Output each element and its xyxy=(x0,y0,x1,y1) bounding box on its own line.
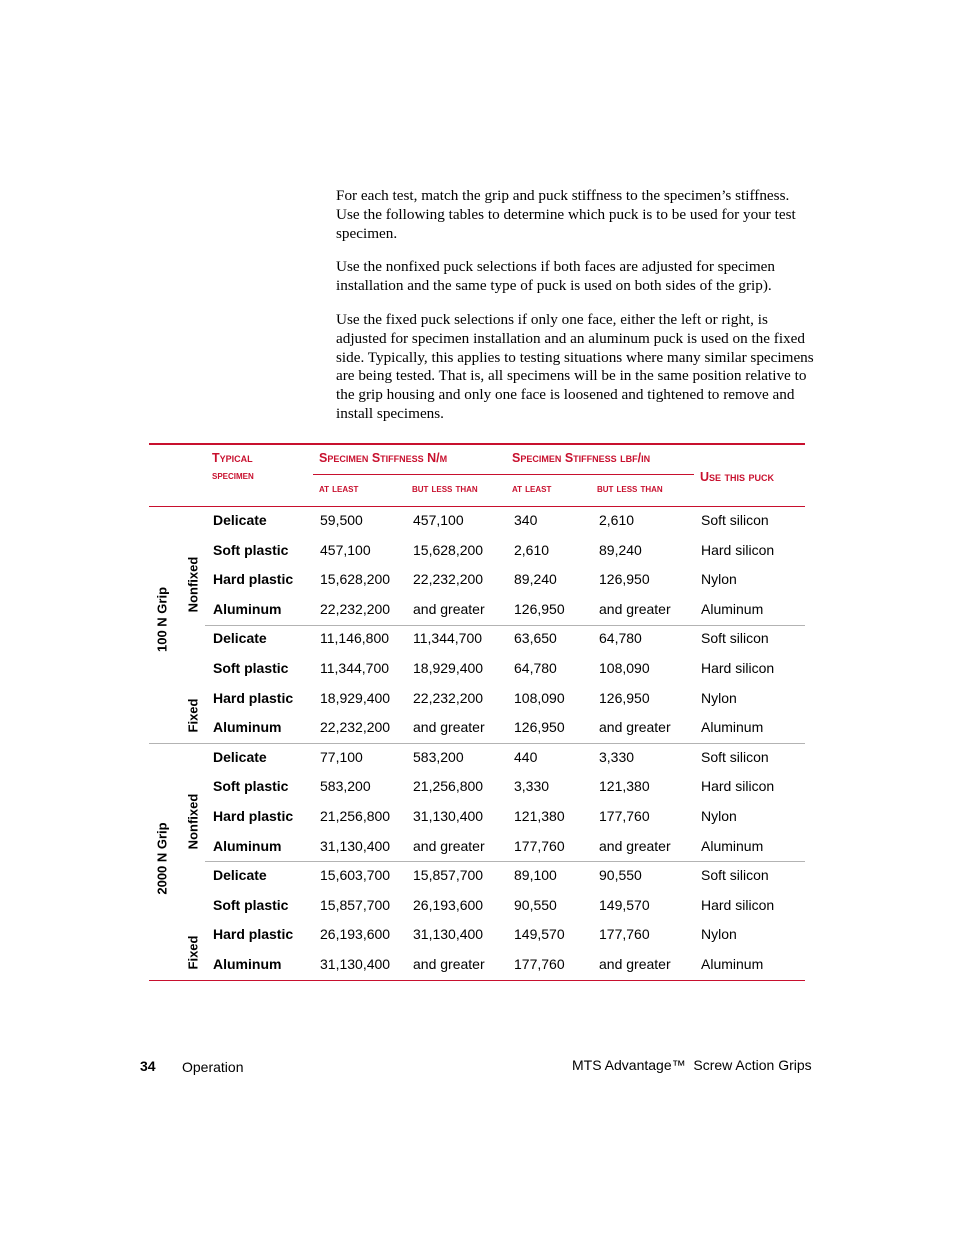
puck-cell: Aluminum xyxy=(701,837,764,854)
nm-at-least-cell: 11,146,800 xyxy=(320,630,390,647)
footer-title: MTS Advantage™ Screw Action Grips xyxy=(572,1057,812,1073)
lbf-less-than-cell: and greater xyxy=(599,600,671,617)
lbf-at-least-cell: 64,780 xyxy=(514,660,557,676)
puck-cell: Hard silicon xyxy=(701,660,775,676)
lbf-less-than-cell: and greater xyxy=(599,837,671,854)
header-at-least-lbf: at least xyxy=(512,483,552,495)
specimen-cell: Delicate xyxy=(213,512,267,528)
section-separator xyxy=(205,625,805,626)
lbf-less-than-cell: 126,950 xyxy=(599,689,650,706)
header-at-least-nm: at least xyxy=(319,483,359,495)
lbf-at-least-cell: 89,240 xyxy=(514,571,557,588)
specimen-cell: Soft plastic xyxy=(213,896,289,913)
lbf-at-least-cell: 440 xyxy=(514,748,538,765)
puck-cell: Nylon xyxy=(701,571,737,588)
header-less-than-nm: but less than xyxy=(412,483,478,495)
puck-cell: Hard silicon xyxy=(701,778,775,795)
section-label-nonfixed: Nonfixed xyxy=(185,556,201,613)
grip-label-100n: 100 N Grip xyxy=(154,586,170,653)
nm-at-least-cell: 21,256,800 xyxy=(320,808,391,824)
lbf-less-than-cell: 108,090 xyxy=(599,660,650,676)
puck-cell: Nylon xyxy=(701,808,737,824)
header-specimen: specimen xyxy=(212,470,254,482)
lbf-less-than-cell: and greater xyxy=(599,956,671,972)
lbf-less-than-cell: 149,570 xyxy=(599,896,650,913)
nm-less-than-cell: 31,130,400 xyxy=(413,926,484,943)
lbf-less-than-cell: and greater xyxy=(599,719,671,736)
specimen-cell: Soft plastic xyxy=(213,778,289,795)
nm-at-least-cell: 11,344,700 xyxy=(320,660,390,676)
header-use-puck: Use this puck xyxy=(700,470,774,484)
lbf-less-than-cell: 2,610 xyxy=(599,512,635,528)
puck-cell: Soft silicon xyxy=(701,867,769,884)
lbf-less-than-cell: 89,240 xyxy=(599,541,642,558)
specimen-cell: Delicate xyxy=(213,630,267,647)
body-text xyxy=(336,187,814,439)
nm-at-least-cell: 15,628,200 xyxy=(320,571,391,588)
header-bottom-rule xyxy=(149,506,805,507)
lbf-at-least-cell: 90,550 xyxy=(514,896,557,913)
puck-cell: Aluminum xyxy=(701,956,764,972)
nm-less-than-cell: 15,628,200 xyxy=(413,541,484,558)
lbf-at-least-cell: 108,090 xyxy=(514,689,565,706)
nm-at-least-cell: 15,857,700 xyxy=(320,896,391,913)
header-sub-rule xyxy=(313,474,694,475)
nm-less-than-cell: 15,857,700 xyxy=(413,867,484,884)
nm-less-than-cell: 31,130,400 xyxy=(413,808,484,824)
lbf-at-least-cell: 121,380 xyxy=(514,808,565,824)
nm-at-least-cell: 59,500 xyxy=(320,512,363,528)
lbf-at-least-cell: 3,330 xyxy=(514,778,550,795)
specimen-cell: Delicate xyxy=(213,867,267,884)
lbf-less-than-cell: 121,380 xyxy=(599,778,650,795)
specimen-cell: Hard plastic xyxy=(213,571,294,588)
lbf-at-least-cell: 340 xyxy=(514,512,538,528)
nm-at-least-cell: 15,603,700 xyxy=(320,867,391,884)
lbf-less-than-cell: 64,780 xyxy=(599,630,642,647)
lbf-less-than-cell: 126,950 xyxy=(599,571,650,588)
table-top-rule xyxy=(149,443,805,445)
lbf-at-least-cell: 126,950 xyxy=(514,600,565,617)
footer-section: Operation xyxy=(182,1059,244,1075)
nm-at-least-cell: 22,232,200 xyxy=(320,600,391,617)
specimen-cell: Hard plastic xyxy=(213,926,294,943)
lbf-at-least-cell: 2,610 xyxy=(514,541,550,558)
lbf-less-than-cell: 3,330 xyxy=(599,748,635,765)
puck-cell: Aluminum xyxy=(701,719,764,736)
lbf-at-least-cell: 89,100 xyxy=(514,867,557,884)
puck-cell: Aluminum xyxy=(701,600,764,617)
lbf-less-than-cell: 177,760 xyxy=(599,926,650,943)
specimen-cell: Delicate xyxy=(213,748,267,765)
section-label-fixed: Fixed xyxy=(185,698,201,733)
paragraph-2: Use the nonfixed puck selections if both faces are adjusted for specimen installation and the same type of puck is used on both sides of the grip). xyxy=(336,258,776,295)
nm-less-than-cell: 22,232,200 xyxy=(413,571,484,588)
paragraph-3: Use the fixed puck selections if only one face, either the left or right, is adjusted for specimen installation and an aluminum puck is used on the fixed side. Typically, this applies to testing situations where many similar specimens are being tested. That is, all specimens will be in the same position relative to the grip housing and only one face is loosened and tightened to remove and install specimens. xyxy=(336,310,814,422)
section-label-nonfixed: Nonfixed xyxy=(185,793,201,850)
puck-cell: Soft silicon xyxy=(701,748,769,765)
specimen-cell: Hard plastic xyxy=(213,689,294,706)
nm-less-than-cell: 18,929,400 xyxy=(413,660,484,676)
specimen-cell: Soft plastic xyxy=(213,660,289,676)
nm-less-than-cell: and greater xyxy=(413,600,485,617)
nm-at-least-cell: 583,200 xyxy=(320,778,371,795)
group-separator xyxy=(149,743,805,744)
lbf-at-least-cell: 149,570 xyxy=(514,926,565,943)
puck-cell: Soft silicon xyxy=(701,630,769,647)
lbf-at-least-cell: 63,650 xyxy=(514,630,557,647)
specimen-cell: Aluminum xyxy=(213,719,282,736)
puck-cell: Hard silicon xyxy=(701,896,775,913)
lbf-at-least-cell: 126,950 xyxy=(514,719,565,736)
header-stiffness-lbf: Specimen Stiffness lbf/in xyxy=(512,451,651,465)
nm-at-least-cell: 18,929,400 xyxy=(320,689,391,706)
puck-cell: Soft silicon xyxy=(701,512,769,528)
lbf-at-least-cell: 177,760 xyxy=(514,837,565,854)
puck-cell: Hard silicon xyxy=(701,541,775,558)
nm-at-least-cell: 77,100 xyxy=(320,748,363,765)
grip-label-2000n: 2000 N Grip xyxy=(154,822,170,895)
table-bottom-rule xyxy=(149,980,805,981)
nm-at-least-cell: 26,193,600 xyxy=(320,926,391,943)
lbf-less-than-cell: 90,550 xyxy=(599,867,642,884)
specimen-cell: Aluminum xyxy=(213,600,282,617)
nm-less-than-cell: 583,200 xyxy=(413,748,464,765)
puck-cell: Nylon xyxy=(701,689,737,706)
nm-at-least-cell: 31,130,400 xyxy=(320,956,391,972)
paragraph-1: For each test, match the grip and puck stiffness to the specimen’s stiffness. Use the following tables to determine which puck is to be used for your test specimen. xyxy=(336,187,796,242)
lbf-at-least-cell: 177,760 xyxy=(514,956,565,972)
nm-less-than-cell: 21,256,800 xyxy=(413,778,484,795)
nm-less-than-cell: 26,193,600 xyxy=(413,896,484,913)
nm-at-least-cell: 22,232,200 xyxy=(320,719,391,736)
lbf-less-than-cell: 177,760 xyxy=(599,808,650,824)
header-stiffness-nm: Specimen Stiffness N/m xyxy=(319,451,448,465)
header-less-than-lbf: but less than xyxy=(597,483,663,495)
nm-less-than-cell: 457,100 xyxy=(413,512,464,528)
nm-at-least-cell: 31,130,400 xyxy=(320,837,391,854)
specimen-cell: Soft plastic xyxy=(213,541,289,558)
specimen-cell: Aluminum xyxy=(213,837,282,854)
nm-less-than-cell: and greater xyxy=(413,719,485,736)
specimen-cell: Aluminum xyxy=(213,956,282,972)
section-separator xyxy=(205,861,805,862)
nm-less-than-cell: and greater xyxy=(413,837,485,854)
nm-less-than-cell: and greater xyxy=(413,956,485,972)
footer-page-number: 34 xyxy=(140,1058,156,1074)
puck-cell: Nylon xyxy=(701,926,737,943)
header-typical: Typical xyxy=(212,451,253,465)
specimen-cell: Hard plastic xyxy=(213,808,294,824)
nm-less-than-cell: 22,232,200 xyxy=(413,689,484,706)
section-label-fixed: Fixed xyxy=(185,935,201,970)
nm-at-least-cell: 457,100 xyxy=(320,541,371,558)
nm-less-than-cell: 11,344,700 xyxy=(413,630,483,647)
